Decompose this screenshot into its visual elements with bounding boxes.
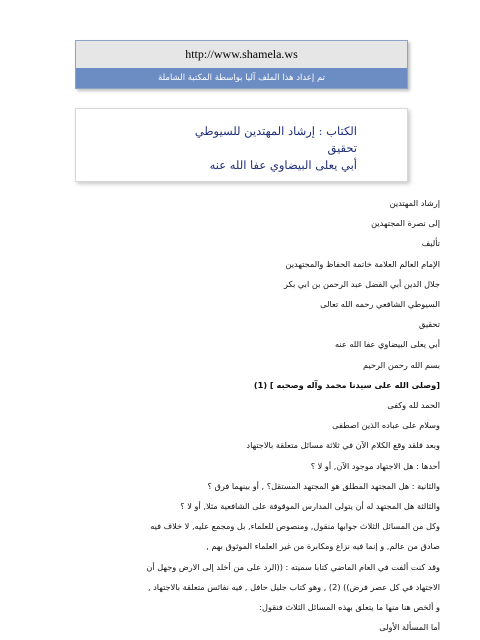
text-line: [وصلى الله على سيدنا محمد وآله وصحبه ] (1): [253, 379, 440, 390]
website-url[interactable]: http://www.shamela.ws: [76, 41, 407, 68]
book-info-card: [75, 108, 408, 182]
text-line: و ألخص هنا منها ما يتعلق بهذه المسائل الثلاث فنقول:: [259, 602, 440, 613]
text-line: وبعد فلقد وقع الكلام الآن في ثلاثة مسائل متعلقة بالاجتهاد: [246, 440, 440, 451]
banner-note: تم إعداد هذا الملف آليا بواسطة المكتبة الشاملة: [76, 68, 407, 88]
shamela-banner: [75, 40, 408, 89]
tahqiq-label: تحقيق: [327, 141, 357, 155]
text-line: جلال الدين أبي الفضل عبد الرحمن بن ابي بكر: [283, 278, 440, 289]
text-line: إرشاد المهتدين: [389, 198, 440, 208]
text-line: والثانية : هل المجتهد المطلق هو المجتهد المستقل؟ , أو بينهما فرق ؟: [207, 480, 440, 491]
text-line: أحدها : هل الاجتهاد موجود الآن, أو لا ؟: [310, 460, 440, 471]
book-title: الكتاب : إرشاد المهتدين للسيوطي: [194, 124, 357, 138]
text-line: السيوطي الشافعي رحمه الله تعالى: [320, 299, 440, 310]
text-line: وكل من المسائل الثلاث جوابها منقول, ومنصوص للعلماء, بل ومجمع عليه, لا خلاف فيه: [150, 521, 440, 532]
text-line: إلى نصرة المجتهدين: [371, 218, 440, 229]
document-body: [32, 193, 440, 637]
text-line: تأليف: [421, 238, 440, 249]
text-line: أبي يعلى البيضاوي عفا الله عنه: [335, 339, 440, 350]
text-line: وسلام على عباده الذين اصطفى: [332, 420, 440, 431]
text-line: الحمد لله وكفى: [387, 400, 440, 411]
text-line: تحقيق: [418, 319, 440, 330]
text-line: الإمام العالم العلامة خاتمة الحفاظ والمجتهدين: [285, 258, 440, 269]
text-line: بسم الله رحمن الرحيم: [363, 359, 440, 370]
text-line: أما المسألة الأولى: [379, 622, 440, 633]
editor-name: أبي يعلى البيضاوي عفا الله عنه: [209, 158, 357, 172]
text-line: صادق من عالم, و إنما فيه نزاع ومكابرة من غير العلماء الموثوق بهم ,: [206, 541, 440, 552]
text-line: والثالثة هل المجتهد له أن يتولى المدارس الموقوفة على الشافعية مثلا, أو لا ؟: [180, 501, 440, 512]
text-line: الاجتهاد في كل عصر فرض)) (2) , وهو كتاب جليل حافل , فيه نفائس متعلقة بالاجتهاد ,: [147, 581, 440, 592]
text-line: وقد كنت ألفت في العام الماضي كتابا سميته : ((الرد على من أخلد إلى الارض وجهل أن: [146, 561, 440, 572]
